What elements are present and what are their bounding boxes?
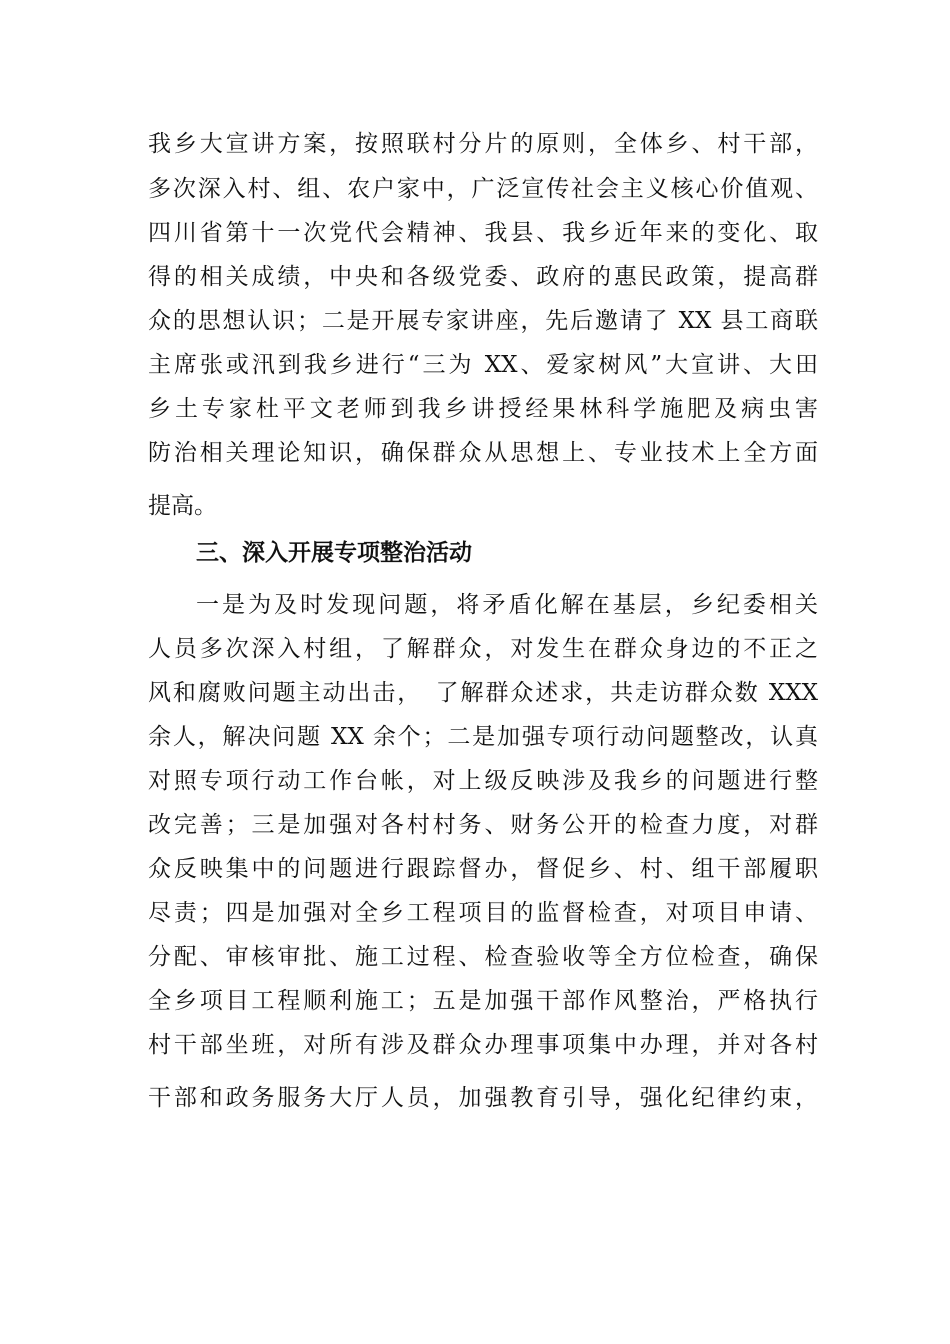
paragraph-line: 多次深入村、组、农户家中，广泛宣传社会主义核心价值观、 <box>148 176 818 202</box>
paragraph-line: 防治相关理论知识，确保群众从思想上、专业技术上全方面 <box>148 440 818 466</box>
paragraph-line: 尽责；四是加强对全乡工程项目的监督检查，对项目申请、 <box>148 900 818 926</box>
section-heading: 三、深入开展专项整治活动 <box>196 540 472 566</box>
paragraph-line: 四川省第十一次党代会精神、我县、我乡近年来的变化、取 <box>148 220 818 246</box>
paragraph-line: 分配、审核审批、施工过程、检查验收等全方位检查，确保 <box>148 944 818 970</box>
paragraph-line: 余人，解决问题 XX 余个；二是加强专项行动问题整改，认真 <box>148 724 818 750</box>
paragraph-line: 干部和政务服务大厅人员，加强教育引导，强化纪律约束， <box>148 1085 818 1111</box>
paragraph-line: 人员多次深入村组，了解群众，对发生在群众身边的不正之 <box>148 636 818 662</box>
paragraph-line: 我乡大宣讲方案，按照联村分片的原则，全体乡、村干部， <box>148 131 818 157</box>
paragraph-line: 主席张或汛到我乡进行“三为 XX、爱家树风”大宣讲、大田 <box>148 352 818 378</box>
paragraph-line: 众反映集中的问题进行跟踪督办，督促乡、村、组干部履职 <box>148 856 818 882</box>
paragraph-line: 众的思想认识；二是开展专家讲座，先后邀请了 XX 县工商联 <box>148 308 818 334</box>
paragraph-line: 对照专项行动工作台帐，对上级反映涉及我乡的问题进行整 <box>148 768 818 794</box>
paragraph-line: 一是为及时发现问题，将矛盾化解在基层，乡纪委相关 <box>196 592 818 618</box>
paragraph-line: 得的相关成绩，中央和各级党委、政府的惠民政策，提高群 <box>148 264 818 290</box>
paragraph-line: 改完善；三是加强对各村村务、财务公开的检查力度，对群 <box>148 812 818 838</box>
paragraph-line: 提高。 <box>148 493 217 519</box>
paragraph-line: 村干部坐班，对所有涉及群众办理事项集中办理，并对各村 <box>148 1032 818 1058</box>
paragraph-line: 全乡项目工程顺利施工；五是加强干部作风整治，严格执行 <box>148 988 818 1014</box>
paragraph-line: 风和腐败问题主动出击， 了解群众述求，共走访群众数 XXX <box>148 680 818 706</box>
paragraph-line: 乡土专家杜平文老师到我乡讲授经果林科学施肥及病虫害 <box>148 396 818 422</box>
